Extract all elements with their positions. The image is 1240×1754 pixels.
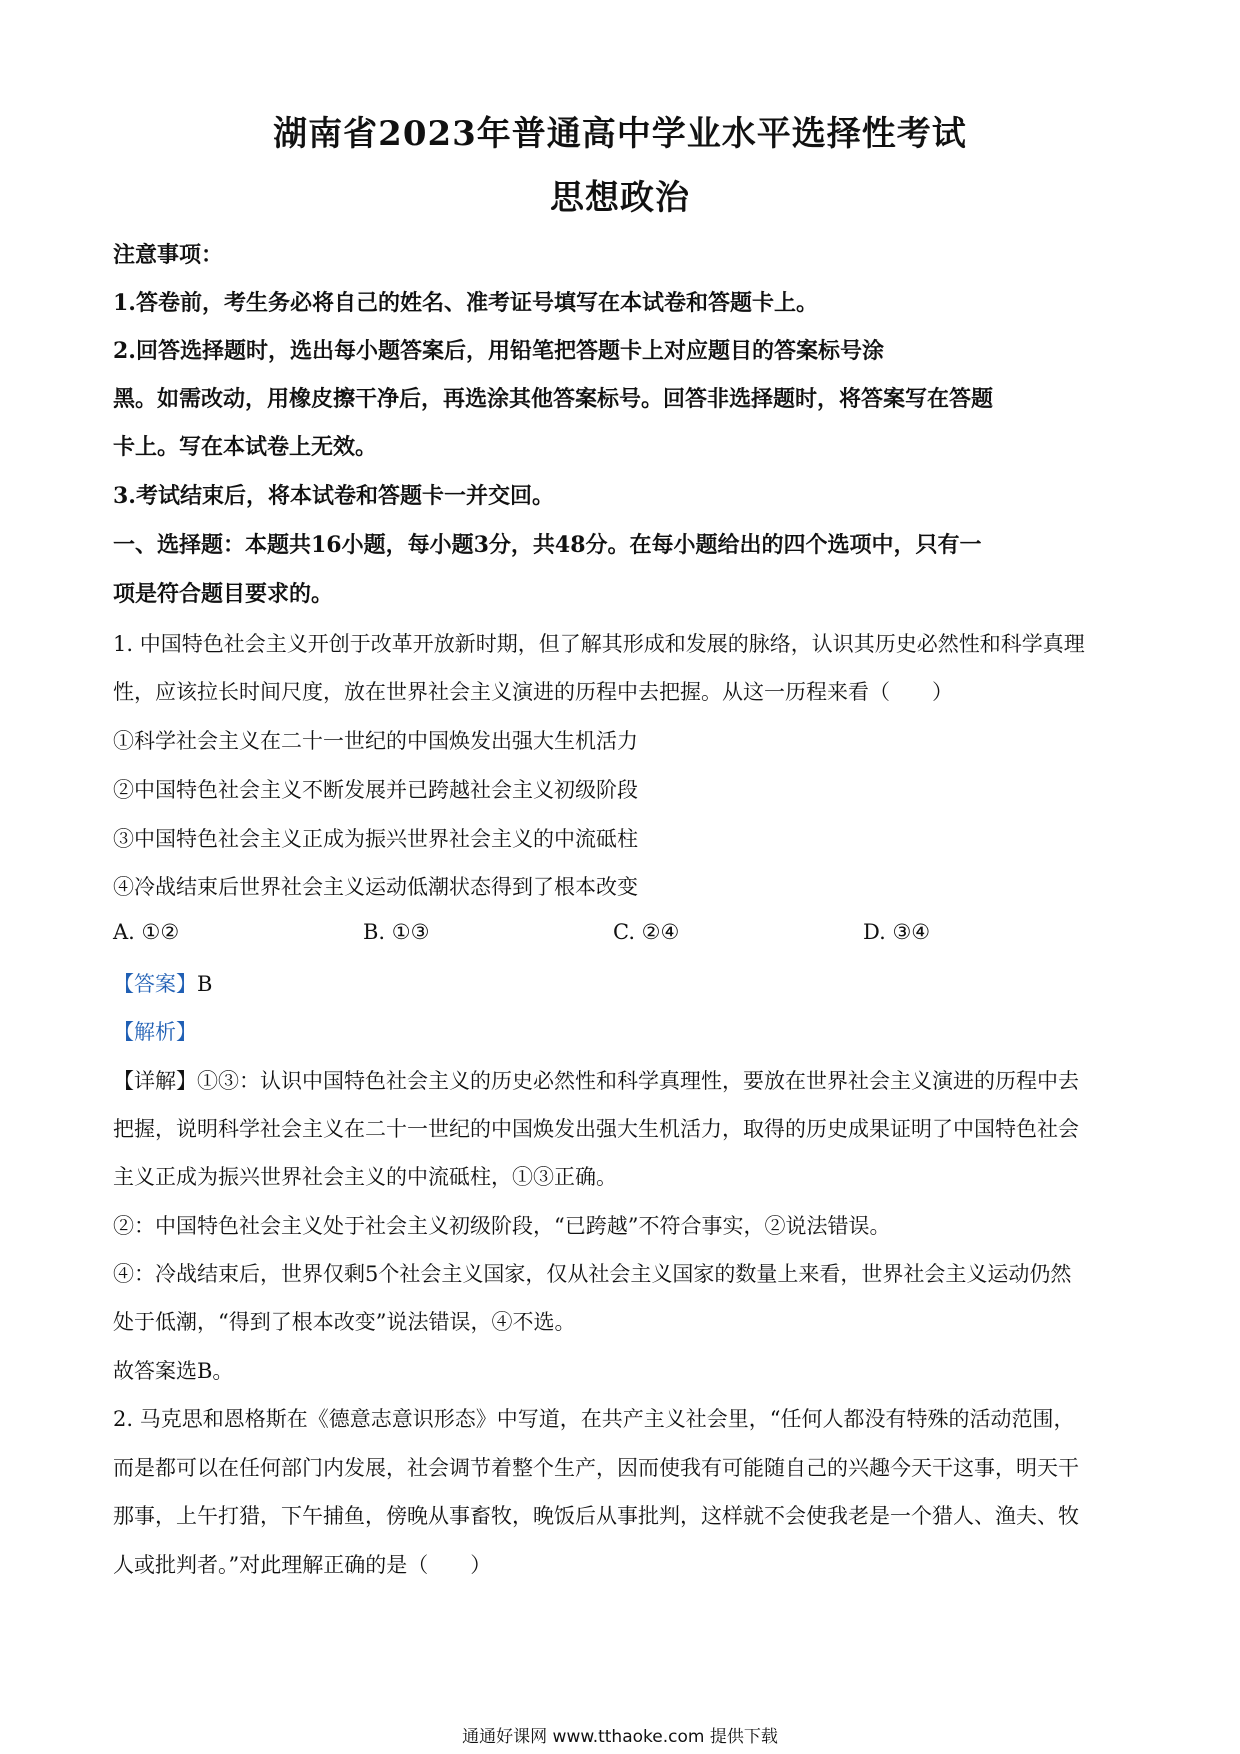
notice-item-2-line-2: 黑。如需改动，用橡皮擦干净后，再选涂其他答案标号。回答非选择题时，将答案写在答题 [113, 386, 994, 412]
q1-detail-line-1: 【详解】①③：认识中国特色社会主义的历史必然性和科学真理性，要放在世界社会主义演进的历程中去 [113, 1069, 1079, 1093]
q1-stem-line-1: 1. 中国特色社会主义开创于改革开放新时期，但了解其形成和发展的脉络，认识其历史必然性和科学真理 [113, 632, 1085, 656]
q1-statement-1: ①科学社会主义在二十一世纪的中国焕发出强大生机活力 [113, 729, 638, 753]
q1-detail-line-4: ②：中国特色社会主义处于社会主义初级阶段，“已跨越”不符合事实，②说法错误。 [113, 1214, 891, 1238]
answer-tag: 【答案】 [113, 972, 197, 996]
q2-line-2: 而是都可以在任何部门内发展，社会调节着整个生产，因而使我有可能随自己的兴趣今天干这事，明天干 [113, 1456, 1079, 1480]
q1-answer [113, 968, 1133, 998]
notice-item-3: 3.考试结束后，将本试卷和答题卡一并交回。 [113, 483, 554, 509]
q1-statement-2: ②中国特色社会主义不断发展并已跨越社会主义初级阶段 [113, 778, 638, 802]
q1-option-b: B. ①③ [363, 920, 430, 944]
q1-detail-line-3: 主义正成为振兴世界社会主义的中流砥柱，①③正确。 [113, 1165, 617, 1189]
notice-item-2-line-3: 卡上。写在本试卷上无效。 [113, 434, 378, 460]
section-heading-line-2: 项是符合题目要求的。 [113, 581, 334, 607]
q2-line-3: 那事，上午打猎，下午捕鱼，傍晚从事畜牧，晚饭后从事批判，这样就不会使我老是一个猎人、渔夫、牧 [113, 1504, 1079, 1528]
q1-option-c: C. ②④ [613, 920, 680, 944]
q1-option-d: D. ③④ [863, 920, 931, 944]
q1-statement-3: ③中国特色社会主义正成为振兴世界社会主义的中流砥柱 [113, 827, 638, 851]
notice-item-1: 1.答卷前，考生务必将自己的姓名、准考证号填写在本试卷和答题卡上。 [113, 290, 818, 316]
q1-analysis-tag: 【解析】 [113, 1020, 197, 1044]
q1-options [113, 920, 1133, 950]
exam-title: 湖南省2023年普通高中学业水平选择性考试 [273, 114, 967, 154]
subject-title: 思想政治 [550, 178, 690, 218]
notice-item-2-line-1: 2.回答选择题时，选出每小题答案后，用铅笔把答题卡上对应题目的答案标号涂 [113, 338, 884, 364]
q1-detail-line-5: ④：冷战结束后，世界仅剩5个社会主义国家，仅从社会主义国家的数量上来看，世界社会主义运动仍然 [113, 1262, 1072, 1286]
notice-heading: 注意事项： [113, 242, 224, 268]
section-heading-line-1: 一、选择题：本题共16小题，每小题3分，共48分。在每小题给出的四个选项中，只有一 [113, 532, 982, 558]
q1-option-a: A. ①② [113, 920, 180, 944]
q1-stem-line-2: 性，应该拉长时间尺度，放在世界社会主义演进的历程中去把握。从这一历程来看（ ） [113, 680, 953, 704]
q2-line-4: 人或批判者。”对此理解正确的是（ ） [113, 1553, 492, 1577]
q1-detail-line-2: 把握，说明科学社会主义在二十一世纪的中国焕发出强大生机活力，取得的历史成果证明了中国特色社会 [113, 1117, 1079, 1141]
footer-source: 通通好课网 www.tthaoke.com 提供下载 [462, 1727, 778, 1747]
q1-statement-4: ④冷战结束后世界社会主义运动低潮状态得到了根本改变 [113, 875, 638, 899]
q1-detail-line-6: 处于低潮，“得到了根本改变”说法错误，④不选。 [113, 1310, 576, 1334]
answer-value: B [197, 972, 213, 996]
q2-line-1: 2. 马克思和恩格斯在《德意志意识形态》中写道，在共产主义社会里，“任何人都没有特殊的活动范围， [113, 1407, 1075, 1431]
q1-conclusion: 故答案选B。 [113, 1359, 234, 1383]
